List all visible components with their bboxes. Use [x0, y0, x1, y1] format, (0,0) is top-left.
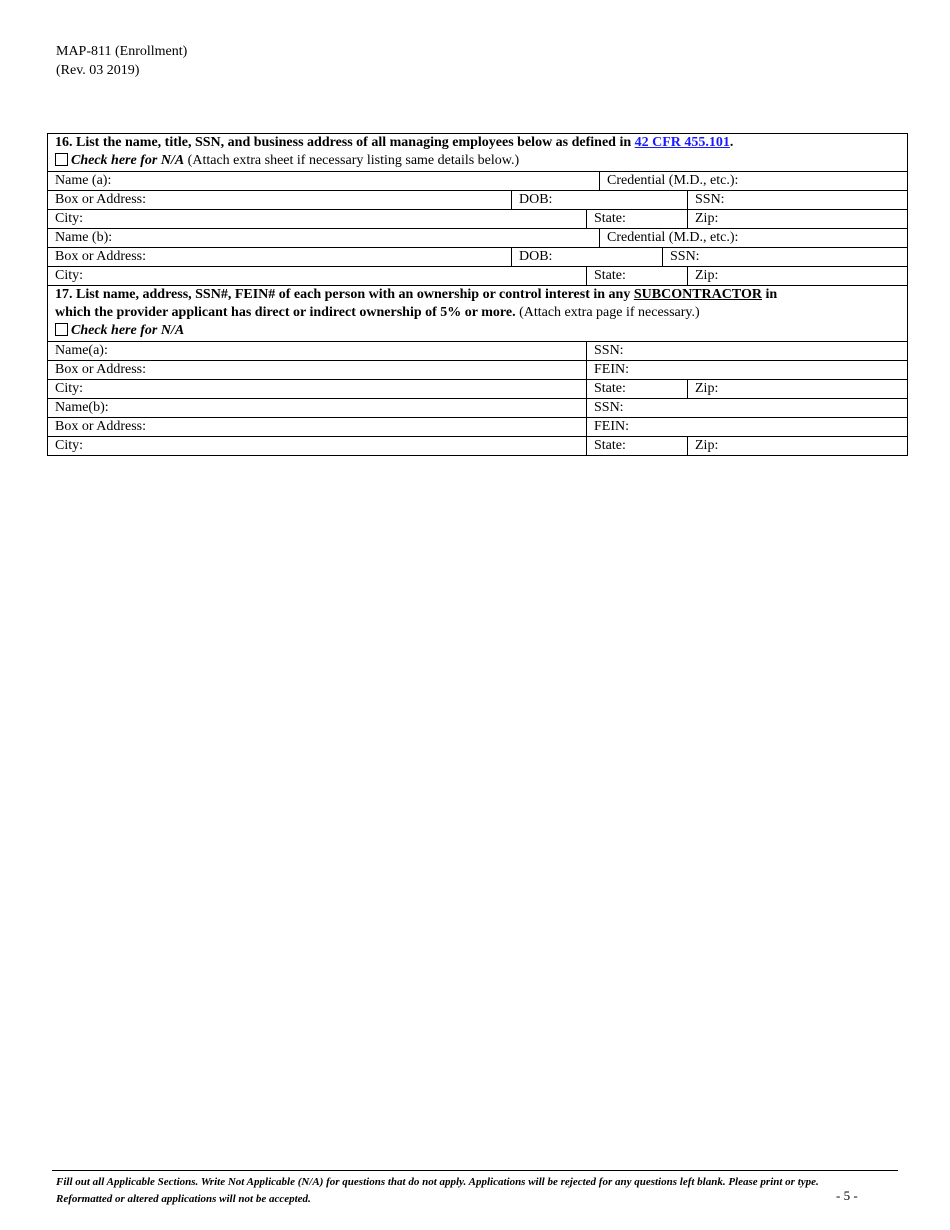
- footer-divider: [52, 1170, 898, 1171]
- form-id: MAP-811 (Enrollment): [56, 44, 188, 59]
- s17-state-a-label[interactable]: State:: [594, 381, 626, 396]
- s16-ssn-b-label[interactable]: SSN:: [670, 249, 700, 264]
- s16-dob-b-label[interactable]: DOB:: [519, 249, 553, 264]
- s16-state-a-label[interactable]: State:: [594, 211, 626, 226]
- s16-credential-b-label[interactable]: Credential (M.D., etc.):: [607, 230, 739, 245]
- form-revision: (Rev. 03 2019): [56, 63, 140, 78]
- s17-name-b-label[interactable]: Name(b):: [55, 400, 109, 415]
- s16-state-b-label[interactable]: State:: [594, 268, 626, 283]
- section-17-title-line2: which the provider applicant has direct or indirect ownership of 5% or more. (Attach extra page if necessary.): [55, 305, 700, 320]
- section-16-na-row: [47, 152, 908, 171]
- section-16-na-note: (Attach extra sheet if necessary listing same details below.): [184, 153, 520, 168]
- s16-box-b-label[interactable]: Box or Address:: [55, 249, 146, 264]
- s16-name-b-label[interactable]: Name (b):: [55, 230, 113, 245]
- footer-instructions: Fill out all Applicable Sections. Write Not Applicable (N/A) for questions that do not apply. Applications will be rejected for any questions left blank. Please print or type. Reformatted or altered applications will not be accepted.: [56, 1176, 819, 1205]
- section-16-na-checkbox[interactable]: [55, 153, 68, 166]
- subcontractor-emphasis: SUBCONTRACTOR: [633, 287, 762, 302]
- s17-zip-b-label[interactable]: Zip:: [695, 438, 719, 453]
- s16-zip-a-label[interactable]: Zip:: [695, 211, 719, 226]
- s17-ssn-a-label[interactable]: SSN:: [594, 343, 624, 358]
- s17-city-a-label[interactable]: City:: [55, 381, 84, 396]
- s16-name-a-label[interactable]: Name (a):: [55, 173, 112, 188]
- section-16-title: 16. List the name, title, SSN, and business address of all managing employees below as defined in 42 CFR 455.101.: [55, 135, 734, 150]
- section-16-na-label: Check here for N/A: [71, 153, 185, 168]
- section-17-na-label: Check here for N/A: [71, 323, 185, 338]
- cfr-link[interactable]: 42 CFR 455.101: [634, 135, 730, 150]
- s17-fein-b-label[interactable]: FEIN:: [594, 419, 629, 434]
- s17-fein-a-label[interactable]: FEIN:: [594, 362, 629, 377]
- s16-credential-a-label[interactable]: Credential (M.D., etc.):: [607, 173, 739, 188]
- s17-city-b-label[interactable]: City:: [55, 438, 84, 453]
- s17-zip-a-label[interactable]: Zip:: [695, 381, 719, 396]
- s17-box-b-label[interactable]: Box or Address:: [55, 419, 146, 434]
- section-17-na-row: [47, 322, 908, 341]
- page-number: - 5 -: [836, 1188, 858, 1203]
- s17-name-a-label[interactable]: Name(a):: [55, 343, 108, 358]
- s16-zip-b-label[interactable]: Zip:: [695, 268, 719, 283]
- section-17-title: 17. List name, address, SSN#, FEIN# of each person with an ownership or control interest in any SUBCONTRACTOR in: [55, 287, 778, 302]
- s16-city-a-label[interactable]: City:: [55, 211, 84, 226]
- s17-state-b-label[interactable]: State:: [594, 438, 626, 453]
- s17-ssn-b-label[interactable]: SSN:: [594, 400, 624, 415]
- s17-box-a-label[interactable]: Box or Address:: [55, 362, 146, 377]
- s16-city-b-label[interactable]: City:: [55, 268, 84, 283]
- s16-box-a-label[interactable]: Box or Address:: [55, 192, 146, 207]
- form-header: [56, 42, 187, 80]
- s16-ssn-a-label[interactable]: SSN:: [695, 192, 725, 207]
- section-17-na-checkbox[interactable]: [55, 323, 68, 336]
- s16-dob-a-label[interactable]: DOB:: [519, 192, 553, 207]
